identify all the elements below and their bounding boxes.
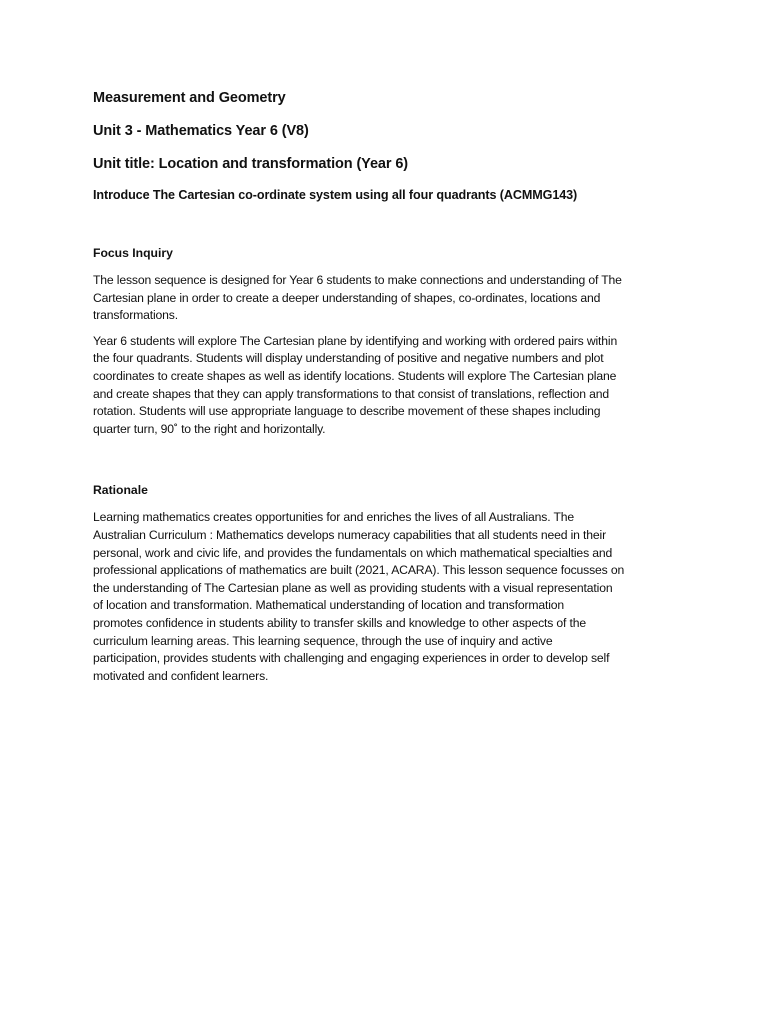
unit-heading: Unit 3 - Mathematics Year 6 (V8): [93, 123, 309, 139]
text-line: personal, work and civic life, and provides the fundamentals on which mathematical specialties and: [93, 545, 613, 560]
text-line: professional applications of mathematics are built (2021, ACARA). This lesson sequence focusses on: [93, 563, 625, 578]
focus-inquiry-title: Focus Inquiry: [93, 246, 173, 260]
rationale-paragraph: [93, 509, 678, 685]
text-line: coordinates to create shapes as well as identify locations. Students will explore The Cartesian plane: [93, 368, 617, 383]
intro-heading: Introduce The Cartesian co-ordinate system using all four quadrants (ACMMG143): [93, 188, 578, 202]
text-line: and create shapes that they can apply transformations to that consist of translations, reflection and: [93, 386, 609, 401]
text-line: Year 6 students will explore The Cartesian plane by identifying and working with ordered pairs within: [93, 333, 618, 348]
text-line: promotes confidence in students ability to transfer skills and knowledge to other aspects of the: [93, 615, 587, 630]
text-line: of location and transformation. Mathematical understanding of location and transformation: [93, 598, 565, 613]
strand-heading: Measurement and Geometry: [93, 90, 286, 106]
text-line: quarter turn, 90˚ to the right and horizontally.: [93, 421, 326, 436]
focus-paragraph-1: [93, 272, 678, 325]
document-page: [93, 88, 678, 693]
text-line: rotation. Students will use appropriate language to describe movement of these shapes including: [93, 404, 601, 419]
rationale-title: Rationale: [93, 483, 148, 498]
text-line: the four quadrants. Students will display understanding of positive and negative numbers and plot: [93, 351, 604, 366]
focus-paragraph-2: [93, 333, 678, 439]
text-line: Cartesian plane in order to create a deeper understanding of shapes, co-ordinates, locations and: [93, 290, 601, 305]
text-line: Learning mathematics creates opportunities for and enriches the lives of all Australians. The: [93, 510, 575, 525]
text-line: The lesson sequence is designed for Year 6 students to make connections and understanding of The: [93, 273, 622, 287]
unit-title-heading: Unit title: Location and transformation (Year 6): [93, 156, 409, 172]
text-line: Australian Curriculum : Mathematics develops numeracy capabilities that all students need in their: [93, 527, 607, 542]
text-line: transformations.: [93, 308, 178, 323]
text-line: curriculum learning areas. This learning sequence, through the use of inquiry and active: [93, 633, 553, 648]
text-line: the understanding of The Cartesian plane as well as providing students with a visual representation: [93, 580, 613, 595]
text-line: motivated and confident learners.: [93, 668, 269, 683]
text-line: participation, provides students with challenging and engaging experiences in order to develop self: [93, 651, 610, 666]
